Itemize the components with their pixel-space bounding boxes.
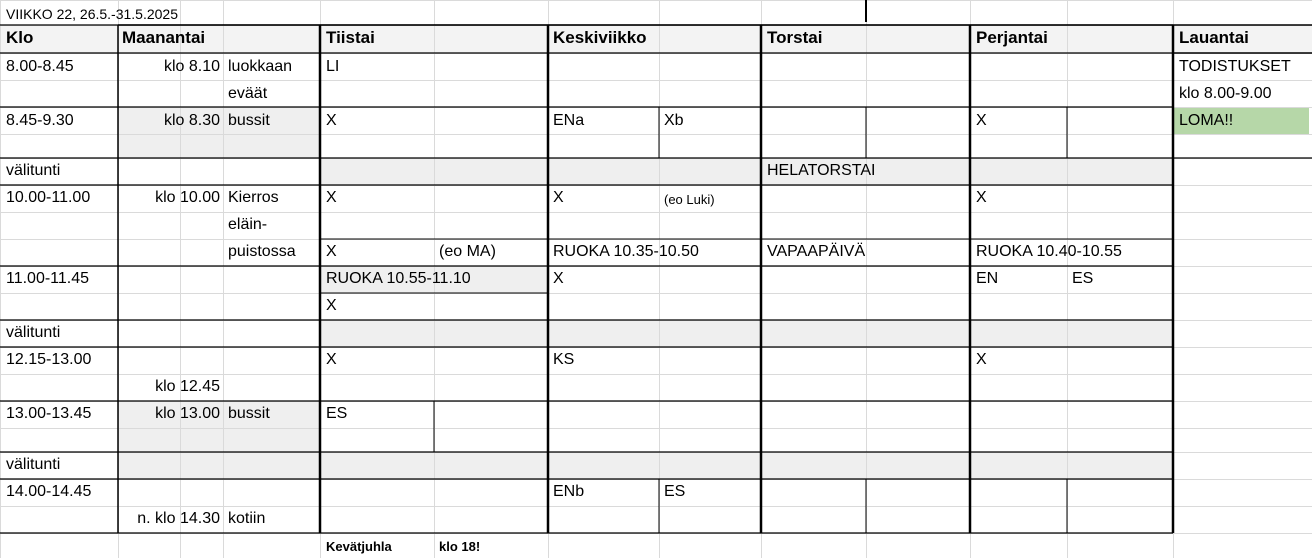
monday-note-cell[interactable]: luokkaan [228, 58, 293, 75]
tuesday-note-cell[interactable]: (eo MA) [439, 243, 496, 260]
header-friday[interactable]: Perjantai [976, 28, 1048, 47]
time-cell[interactable]: 11.00-11.45 [6, 270, 90, 287]
tuesday-cell[interactable]: X [326, 112, 337, 129]
wednesday-cell[interactable]: X [553, 189, 564, 206]
monday-time-cell[interactable]: klo 8.30 [163, 112, 220, 129]
monday-shade [118, 452, 320, 479]
time-cell[interactable]: 13.00-13.45 [6, 405, 92, 422]
monday-note-cell[interactable]: bussit [228, 112, 270, 129]
tuesday-cell[interactable]: LI [326, 58, 340, 75]
wednesday-cell[interactable]: ENa [553, 112, 585, 129]
time-cell[interactable]: välitunti [6, 456, 61, 473]
thursday-holiday-cell[interactable]: HELATORSTAI [767, 162, 876, 179]
friday-cell[interactable]: ES [1072, 270, 1094, 287]
monday-note-cell[interactable]: Kierros [228, 189, 279, 206]
wednesday-cell[interactable]: X [553, 270, 564, 287]
thursday-holiday-cell[interactable]: VAPAAPÄIVÄ [767, 243, 866, 260]
monday-time-cell[interactable]: n. klo 14.30 [137, 510, 220, 527]
wednesday-cell[interactable]: Xb [664, 112, 684, 129]
friday-cell[interactable]: X [976, 351, 987, 368]
time-cell[interactable]: 8.45-9.30 [6, 112, 74, 129]
tuesday-lunch-cell[interactable]: RUOKA 10.55-11.10 [326, 270, 471, 287]
week-title[interactable]: VIIKKO 22, 26.5.-31.5.2025 [6, 6, 179, 22]
time-cell[interactable]: välitunti [6, 324, 61, 341]
header-wednesday[interactable]: Keskiviikko [553, 28, 647, 47]
monday-note-cell[interactable]: eläin- [228, 216, 268, 233]
tuesday-cell[interactable]: X [326, 243, 337, 260]
friday-cell[interactable]: X [976, 189, 987, 206]
header-klo[interactable]: Klo [6, 28, 34, 47]
wednesday-note-cell[interactable]: (eo Luki) [664, 192, 715, 207]
friday-cell[interactable]: X [976, 112, 987, 129]
time-cell[interactable]: 14.00-14.45 [6, 483, 92, 500]
wednesday-cell[interactable]: ENb [553, 483, 585, 500]
header-thursday[interactable]: Torstai [767, 28, 823, 47]
wednesday-lunch-cell[interactable]: RUOKA 10.35-10.50 [553, 243, 699, 260]
header-tuesday[interactable]: Tiistai [326, 28, 375, 47]
time-cell[interactable]: 10.00-11.00 [6, 189, 91, 206]
friday-cell[interactable]: EN [976, 270, 999, 287]
monday-note-cell[interactable]: kotiin [228, 510, 266, 527]
monday-time-cell[interactable]: klo 10.00 [155, 189, 220, 206]
footer-event[interactable]: Kevätjuhla [326, 539, 392, 554]
header-saturday[interactable]: Lauantai [1179, 28, 1249, 47]
monday-note-cell[interactable]: bussit [228, 405, 270, 422]
tuesday-cell[interactable]: X [326, 189, 337, 206]
saturday-loma-cell[interactable]: LOMA!! [1179, 112, 1234, 129]
break-row-bg [320, 320, 1173, 347]
header-monday[interactable]: Maanantai [122, 28, 206, 47]
wednesday-cell[interactable]: KS [553, 351, 575, 368]
wednesday-cell[interactable]: ES [664, 483, 686, 500]
saturday-cell[interactable]: klo 8.00-9.00 [1179, 85, 1272, 102]
monday-time-cell[interactable]: klo 12.45 [155, 378, 220, 395]
time-cell[interactable]: 8.00-8.45 [6, 58, 74, 75]
monday-time-cell[interactable]: klo 13.00 [155, 405, 220, 422]
tuesday-cell[interactable]: ES [326, 405, 348, 422]
break-row-bg [320, 158, 1173, 185]
tuesday-cell[interactable]: X [326, 351, 337, 368]
monday-note-cell[interactable]: puistossa [228, 243, 296, 260]
footer-time[interactable]: klo 18! [439, 539, 481, 554]
friday-lunch-cell[interactable]: RUOKA 10.40-10.55 [976, 243, 1122, 260]
time-cell[interactable]: 12.15-13.00 [6, 351, 92, 368]
monday-note-cell[interactable]: eväät [228, 85, 268, 102]
break-row-bg [320, 452, 1173, 479]
tuesday-cell[interactable]: X [326, 297, 337, 314]
monday-time-cell[interactable]: klo 8.10 [163, 58, 220, 75]
time-cell[interactable]: välitunti [6, 162, 61, 179]
saturday-cell[interactable]: TODISTUKSET [1179, 58, 1291, 75]
